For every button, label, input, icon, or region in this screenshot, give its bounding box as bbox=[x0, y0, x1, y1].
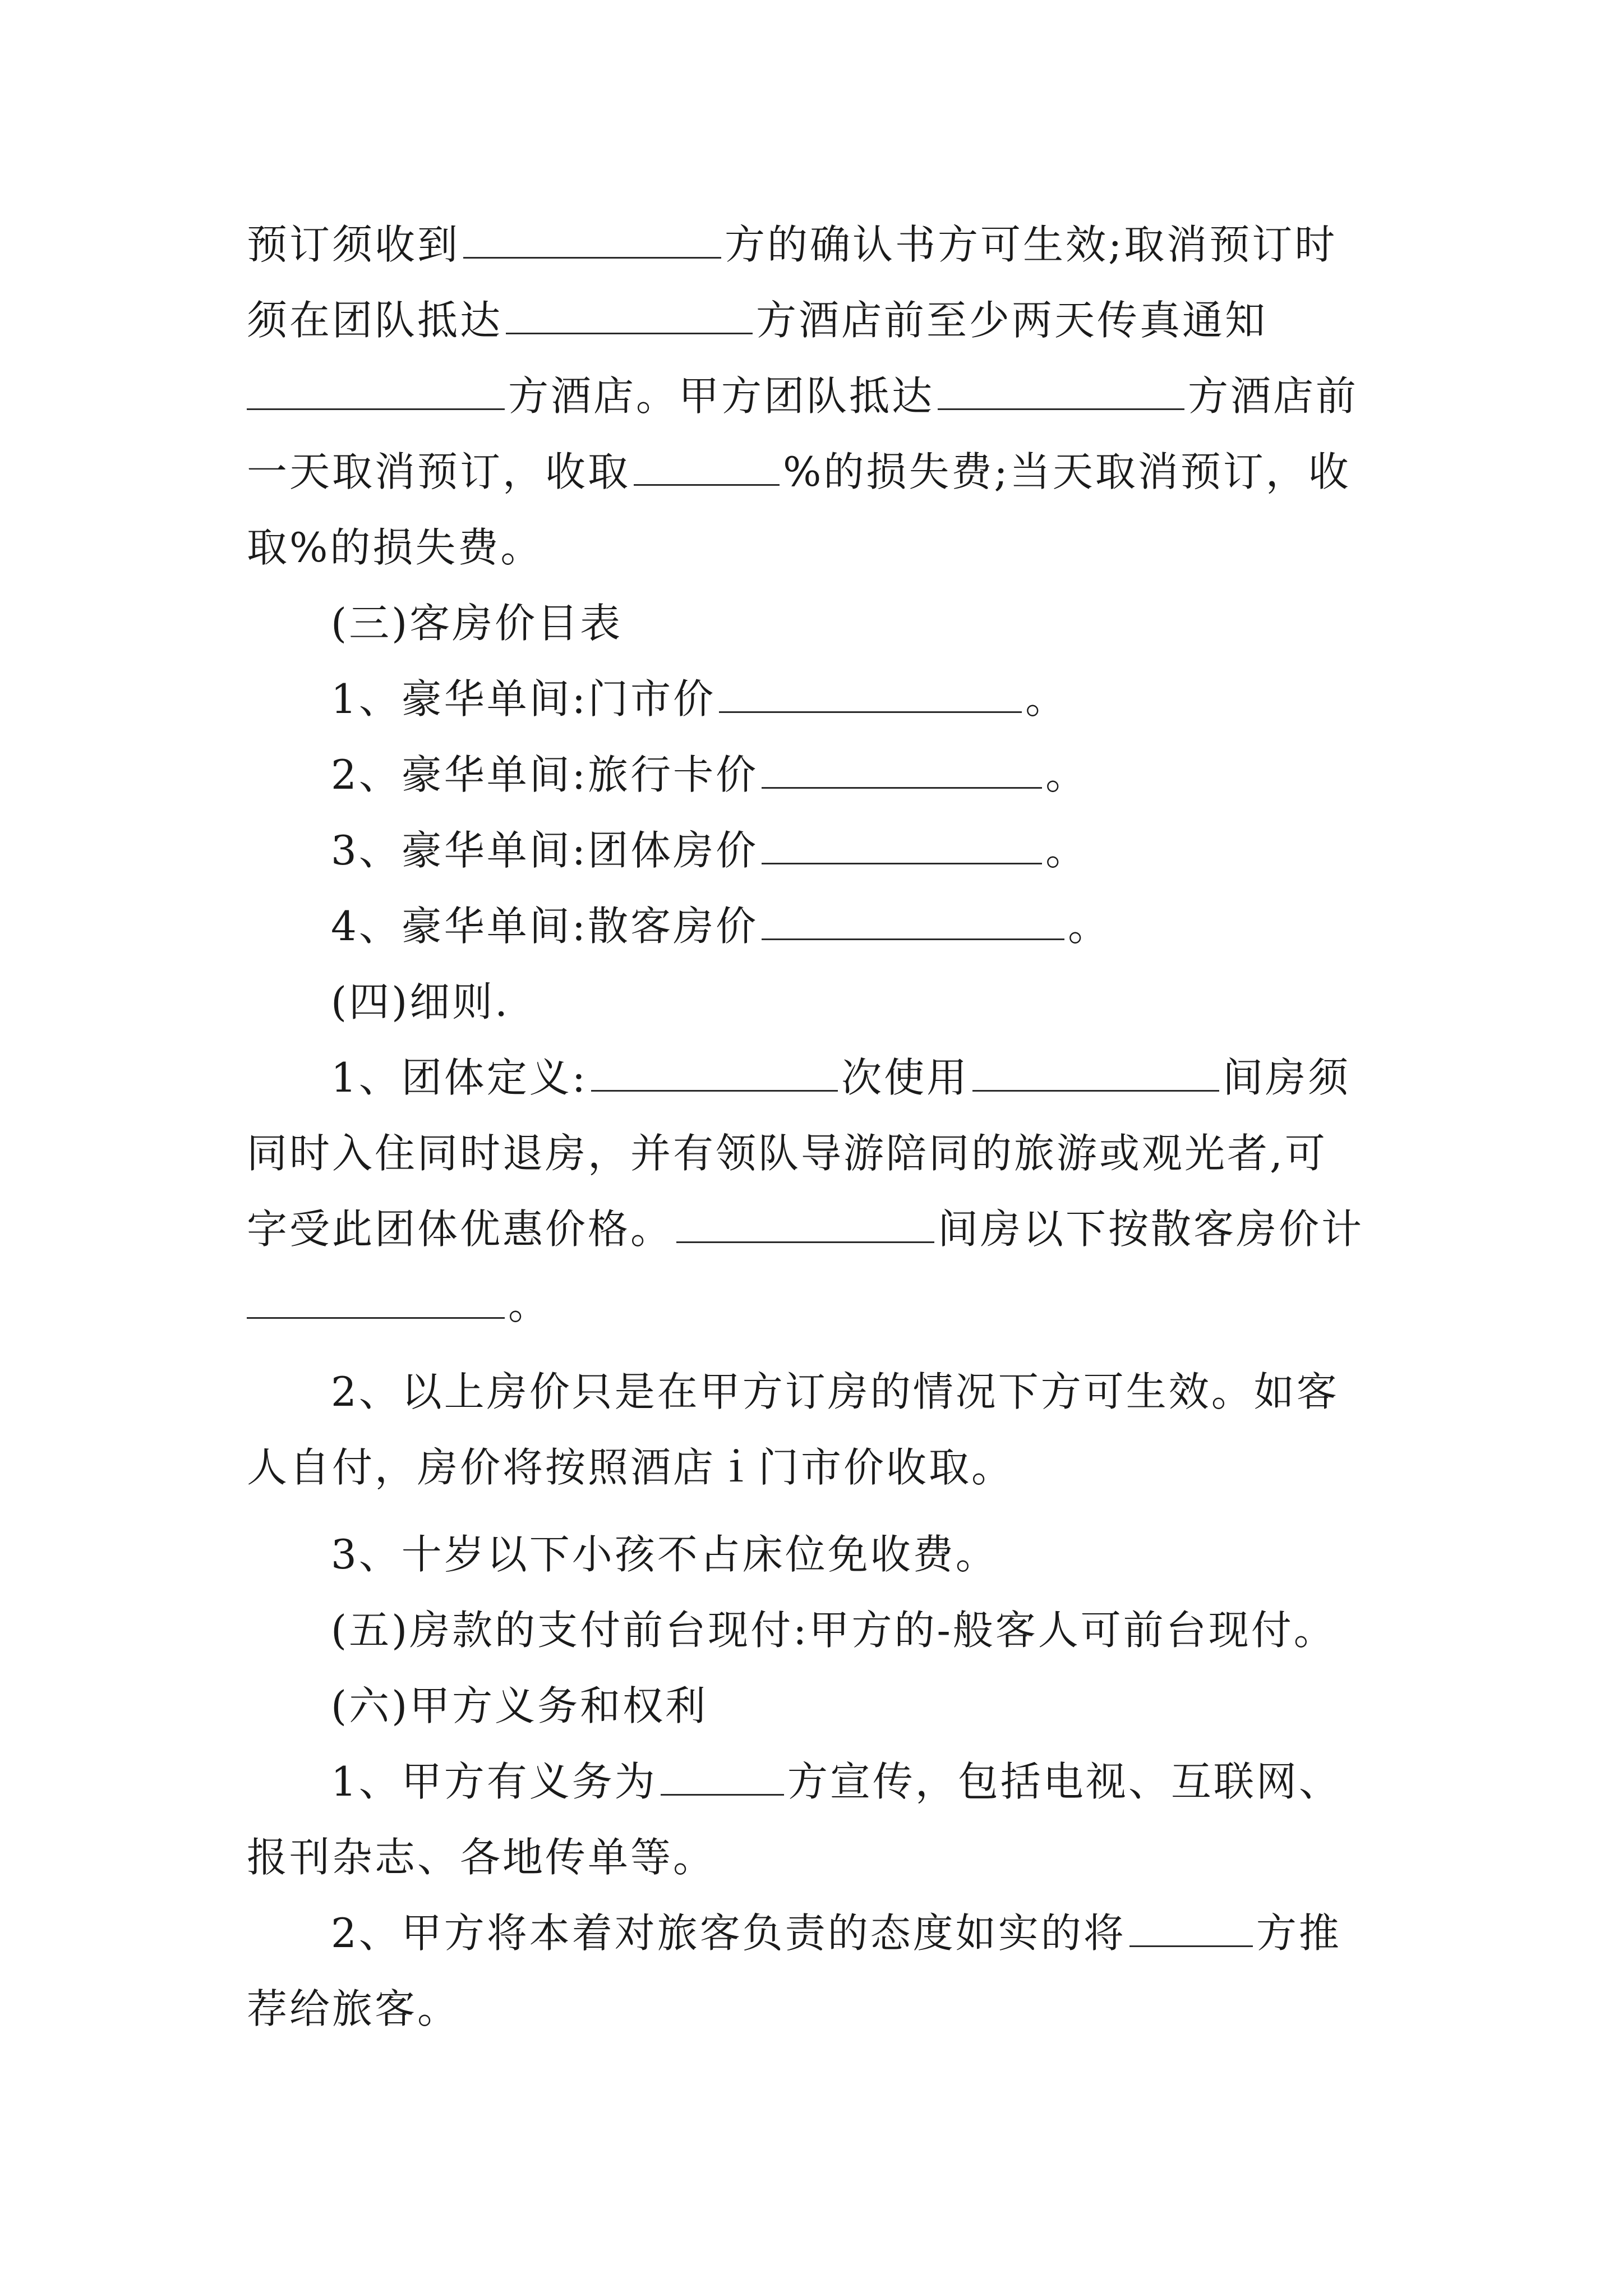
fill-in-blank bbox=[634, 452, 780, 486]
text-segment: 1、甲方有义务为 bbox=[331, 1758, 657, 1805]
text-segment: 预订须收到 bbox=[247, 221, 460, 268]
fill-in-blank bbox=[661, 1761, 784, 1796]
fill-in-blank bbox=[247, 1285, 505, 1319]
text-segment: 2、甲方将本着对旅客负责的态度如实的将 bbox=[331, 1910, 1126, 1957]
section-heading bbox=[331, 978, 510, 1025]
text-line bbox=[247, 372, 1359, 420]
text-segment: 4、豪华单间:散客房价 bbox=[331, 903, 759, 950]
text-segment: 3、十岁以下小孩不占床位免收费。 bbox=[331, 1531, 998, 1578]
text-segment: 须在团队抵达 bbox=[247, 297, 503, 344]
text-line bbox=[247, 1130, 1327, 1177]
text-segment: 方酒店。甲方团队抵达 bbox=[508, 372, 935, 420]
list-item bbox=[331, 1054, 1351, 1101]
text-segment: 方酒店前至少两天传真通知 bbox=[756, 297, 1268, 344]
list-item bbox=[331, 903, 1111, 950]
text-segment: 。 bbox=[508, 1281, 551, 1328]
text-segment: 荐给旅客。 bbox=[247, 1985, 460, 2032]
text-segment: 一天取消预订，收取 bbox=[247, 448, 631, 495]
text-segment: 1、团体定义: bbox=[331, 1054, 588, 1101]
list-item bbox=[331, 827, 1089, 874]
text-segment: 。 bbox=[1068, 903, 1111, 950]
list-item bbox=[331, 1368, 1339, 1415]
fill-in-blank bbox=[972, 1057, 1219, 1092]
fill-in-blank bbox=[719, 679, 1022, 713]
text-segment: 1、豪华单间:门市价 bbox=[331, 675, 716, 723]
text-segment: 字受此团体优惠价格。 bbox=[247, 1205, 674, 1253]
fill-in-blank bbox=[247, 376, 505, 410]
text-segment: 取%的损失费。 bbox=[247, 524, 543, 571]
fill-in-blank bbox=[506, 300, 753, 334]
fill-in-blank bbox=[676, 1209, 934, 1243]
fill-in-blank bbox=[463, 224, 721, 259]
fill-in-blank bbox=[762, 830, 1042, 864]
text-segment: 间房以下按散客房价计 bbox=[938, 1205, 1364, 1253]
text-line bbox=[247, 1444, 1015, 1491]
text-line bbox=[247, 1205, 1364, 1253]
text-line bbox=[247, 1281, 551, 1328]
text-line bbox=[247, 1985, 460, 2032]
text-segment: 3、豪华单间:团体房价 bbox=[331, 827, 759, 874]
section-heading bbox=[331, 1607, 1336, 1654]
section-heading bbox=[331, 1682, 708, 1729]
text-line bbox=[247, 448, 1351, 495]
list-item bbox=[331, 1758, 1341, 1805]
text-line bbox=[247, 221, 1338, 268]
text-segment: (五)房款的支付前台现付:甲方的-般客人可前台现付。 bbox=[331, 1607, 1336, 1654]
text-segment: 方的确认书方可生效;取消预订时 bbox=[725, 221, 1338, 268]
fill-in-blank bbox=[938, 376, 1184, 410]
text-line bbox=[247, 1834, 716, 1881]
text-segment: 方推 bbox=[1256, 1910, 1341, 1957]
text-segment: (三)客房价目表 bbox=[331, 600, 623, 647]
list-item bbox=[331, 1910, 1341, 1957]
text-segment: 2、以上房价只是在甲方订房的情况下方可生效。如客 bbox=[331, 1368, 1339, 1415]
fill-in-blank bbox=[591, 1057, 838, 1092]
text-segment: %的损失费;当天取消预订，收 bbox=[783, 448, 1351, 495]
fill-in-blank bbox=[762, 906, 1064, 940]
fill-in-blank bbox=[1129, 1913, 1253, 1947]
text-segment: (六)甲方义务和权利 bbox=[331, 1682, 708, 1729]
text-segment: 间房须 bbox=[1223, 1054, 1351, 1101]
text-segment: 。 bbox=[1025, 675, 1068, 723]
list-item bbox=[331, 675, 1068, 723]
fill-in-blank bbox=[762, 754, 1042, 789]
text-line bbox=[247, 297, 1268, 344]
text-segment: 人自付，房价将按照酒店ｉ门市价收取。 bbox=[247, 1444, 1015, 1491]
text-segment: 次使用 bbox=[841, 1054, 970, 1101]
text-segment: 。 bbox=[1045, 827, 1089, 874]
text-segment: 方宣传，包括电视、互联网、 bbox=[787, 1758, 1341, 1805]
list-item bbox=[331, 751, 1089, 798]
text-segment: 方酒店前 bbox=[1188, 372, 1359, 420]
list-item bbox=[331, 1531, 998, 1578]
text-segment: (四)细则. bbox=[331, 978, 510, 1025]
section-heading bbox=[331, 600, 623, 647]
text-segment: 报刊杂志、各地传单等。 bbox=[247, 1834, 716, 1881]
text-segment: 2、豪华单间:旅行卡价 bbox=[331, 751, 759, 798]
text-segment: 同时入住同时退房，并有领队导游陪同的旅游或观光者,可 bbox=[247, 1130, 1327, 1177]
text-line bbox=[247, 524, 543, 571]
text-segment: 。 bbox=[1045, 751, 1089, 798]
